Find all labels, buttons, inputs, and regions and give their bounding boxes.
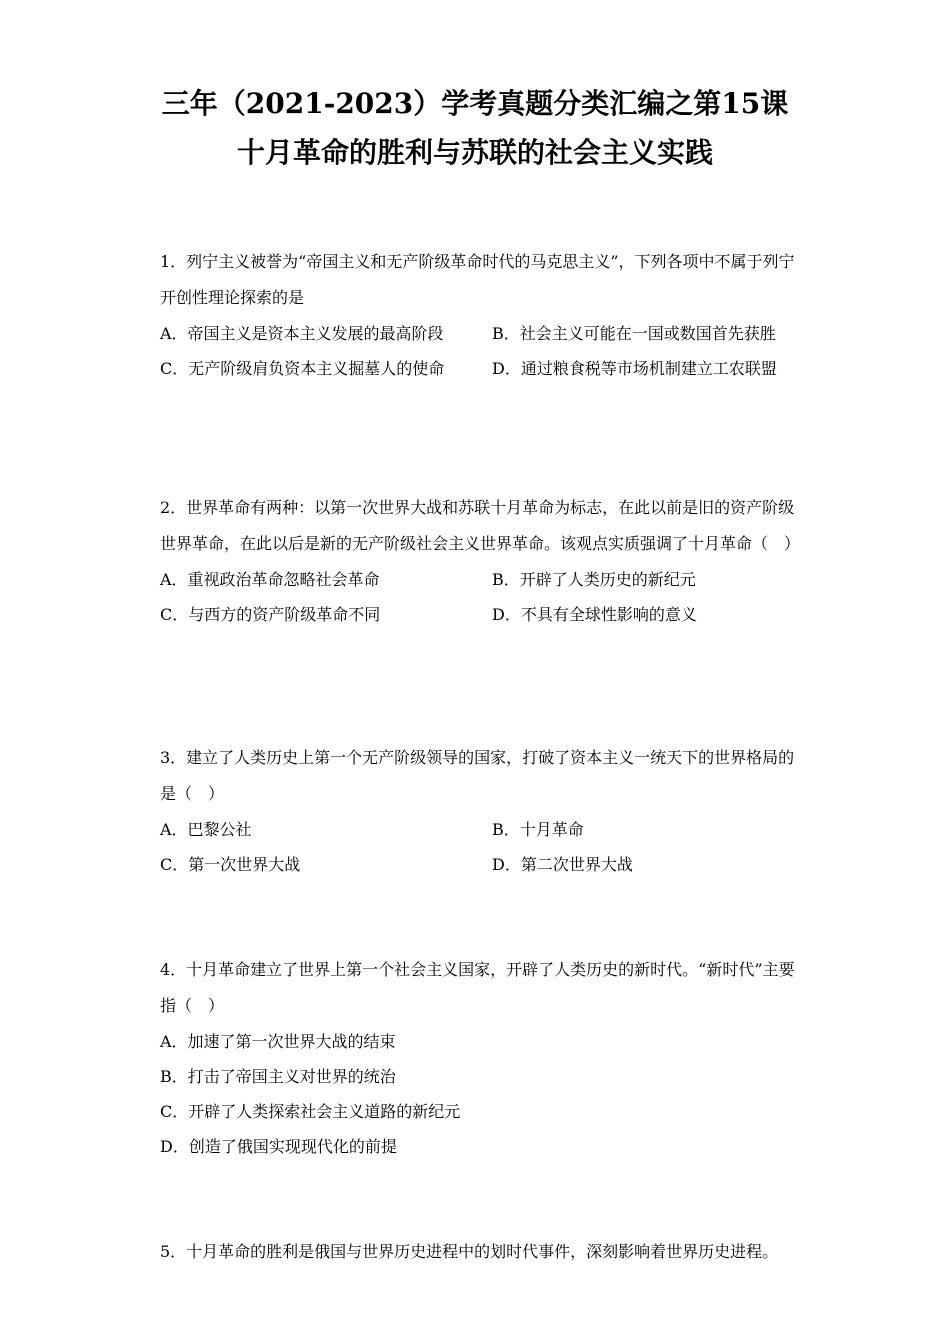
title-line-1: 三年（2021-2023）学考真题分类汇编之第15课 bbox=[161, 87, 789, 120]
option-a: A．加速了第一次世界大战的结束 bbox=[160, 1032, 396, 1051]
option-d: D．创造了俄国实现现代化的前提 bbox=[160, 1137, 397, 1156]
option-c: C．第一次世界大战 bbox=[160, 855, 301, 874]
option-row bbox=[160, 812, 800, 847]
option-b: B．打击了帝国主义对世界的统治 bbox=[160, 1067, 396, 1086]
question-stem: 4．十月革命建立了世界上第一个社会主义国家，开辟了人类历史的新时代。“新时代”主要指（ ） bbox=[160, 960, 795, 1015]
question-4 bbox=[160, 952, 800, 1164]
option-b: B．开辟了人类历史的新纪元 bbox=[492, 570, 696, 589]
option-row bbox=[160, 562, 800, 597]
option-a: A．帝国主义是资本主义发展的最高阶段 bbox=[160, 324, 444, 343]
option-d: D．不具有全球性影响的意义 bbox=[492, 605, 697, 624]
option-b: B．十月革命 bbox=[492, 820, 584, 839]
option-row bbox=[160, 316, 800, 351]
question-stem: 2．世界革命有两种：以第一次世界大战和苏联十月革命为标志，在此以前是旧的资产阶级世界革命，在此以后是新的无产阶级社会主义世界革命。该观点实质强调了十月革命（ ） bbox=[160, 498, 801, 553]
question-stem: 1．列宁主义被誉为“帝国主义和无产阶级革命时代的马克思主义”，下列各项中不属于列宁开创性理论探索的是 bbox=[160, 252, 795, 307]
option-c: C．与西方的资产阶级革命不同 bbox=[160, 605, 381, 624]
question-1 bbox=[160, 244, 800, 386]
question-5 bbox=[160, 1234, 810, 1270]
question-3 bbox=[160, 740, 800, 882]
option-d: D．通过粮食税等市场机制建立工农联盟 bbox=[492, 359, 777, 378]
option-row bbox=[160, 597, 800, 632]
option-a: A．巴黎公社 bbox=[160, 820, 252, 839]
title-line-2: 十月革命的胜利与苏联的社会主义实践 bbox=[236, 136, 713, 169]
option-c: C．无产阶级肩负资本主义掘墓人的使命 bbox=[160, 359, 445, 378]
question-stem: 5．十月革命的胜利是俄国与世界历史进程中的划时代事件，深刻影响着世界历史进程。 bbox=[160, 1242, 779, 1261]
option-row bbox=[160, 351, 800, 386]
option-b: B．社会主义可能在一国或数国首先获胜 bbox=[492, 324, 776, 343]
option-c: C．开辟了人类探索社会主义道路的新纪元 bbox=[160, 1102, 461, 1121]
question-stem: 3．建立了人类历史上第一个无产阶级领导的国家，打破了资本主义一统天下的世界格局的是（ ） bbox=[160, 748, 795, 803]
option-a: A．重视政治革命忽略社会革命 bbox=[160, 570, 380, 589]
option-row bbox=[160, 847, 800, 882]
option-d: D．第二次世界大战 bbox=[492, 855, 633, 874]
question-2 bbox=[160, 490, 800, 632]
